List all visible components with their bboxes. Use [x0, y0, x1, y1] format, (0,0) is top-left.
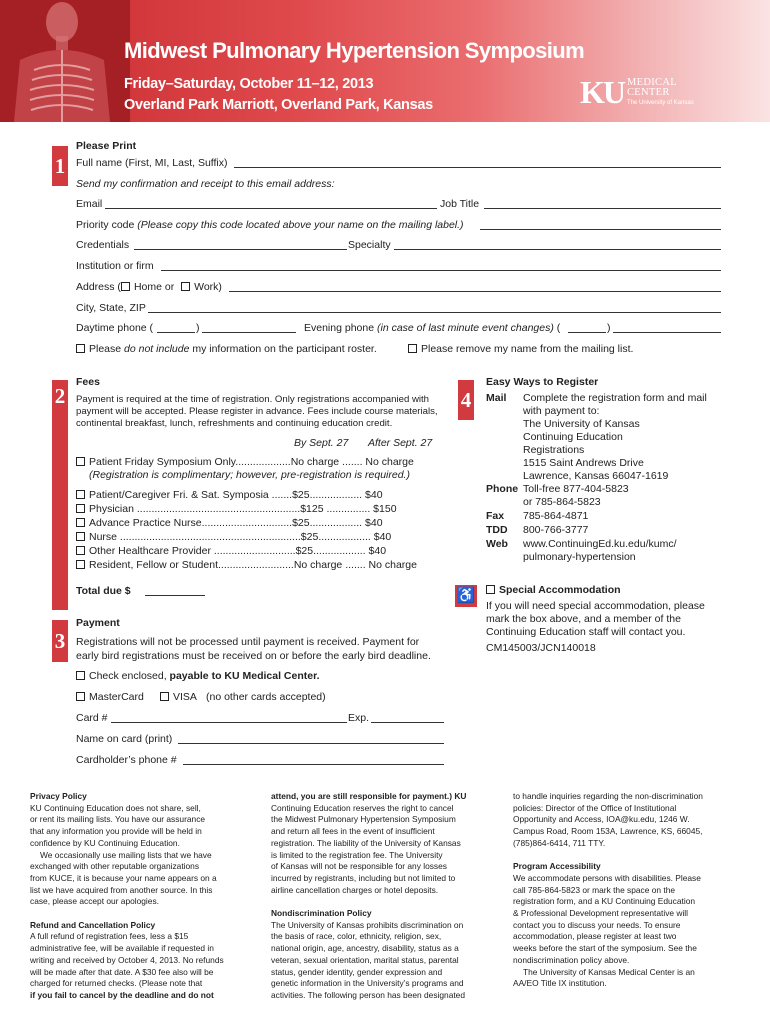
footer-line: will be made after that date. A $30 fee also will be — [30, 966, 214, 977]
footer-column-privacy — [30, 791, 260, 1002]
event-dates: Friday–Saturday, October 11–12, 2013 — [124, 76, 374, 92]
fees-desc-1: Payment is required at the time of registration. Only registrations accompanied with — [76, 394, 430, 405]
special-line: Continuing Education staff will contact you. — [486, 626, 686, 638]
city-state-zip-field[interactable] — [148, 312, 721, 313]
footer-line: is limited to the registration fee. The University — [271, 849, 443, 860]
address-field[interactable] — [229, 291, 721, 292]
daytime-phone-field[interactable] — [202, 332, 296, 333]
logo-tagline: The University of Kansas — [627, 100, 694, 106]
email-note: Send my confirmation and receipt to this email address: — [76, 178, 335, 190]
payment-heading: Payment — [76, 617, 120, 629]
cardholder-phone-label: Cardholder’s phone # — [76, 754, 177, 766]
evening-phone-label: Evening phone (in case of last minute event changes) ( — [304, 322, 561, 334]
mail-line: with payment to: — [523, 405, 600, 417]
roster-checkbox[interactable] — [76, 344, 85, 353]
footer-line: or rent its mailing lists. You have our assurance — [30, 814, 206, 825]
fee-option-resident[interactable]: Resident, Fellow or Student..........................No charge ....... No charge — [76, 559, 417, 572]
visa-option[interactable]: VISA — [160, 691, 197, 704]
web-link[interactable]: www.ContinuingEd.ku.edu/kumc/ — [523, 538, 677, 550]
card-number-label: Card # — [76, 712, 108, 724]
evening-paren: ) — [607, 322, 611, 334]
job-title-field[interactable] — [484, 208, 721, 209]
fullname-field[interactable] — [234, 167, 721, 168]
footer-line: the basis of race, color, ethnicity, religion, sex, — [271, 931, 442, 942]
special-accommodation-checkbox[interactable] — [486, 585, 495, 594]
job-title-label: Job Title — [440, 198, 480, 210]
footer-line: policies: Director of the Office of Institutional — [513, 802, 677, 813]
exp-label: Exp. — [348, 712, 370, 724]
credentials-label: Credentials — [76, 239, 130, 251]
evening-area-code-field[interactable] — [568, 332, 606, 333]
footer-line: if you fail to cancel by the deadline and do not — [30, 989, 214, 1000]
visa-checkbox[interactable] — [160, 692, 169, 701]
footer-line: the Midwest Pulmonary Hypertension Symposium — [271, 814, 456, 825]
web-link[interactable]: pulmonary-hypertension — [523, 551, 636, 563]
footer-line: of Kansas will not be responsible for any losses — [271, 861, 447, 872]
event-venue: Overland Park Marriott, Overland Park, Kansas — [124, 97, 433, 113]
fee-option-physician[interactable]: Physician ........................................................$125 ............... $150 — [76, 503, 397, 516]
name-on-card-field[interactable] — [178, 743, 444, 744]
fee-patient-note: (Registration is complimentary; however, pre-registration is required.) — [89, 469, 410, 481]
fee-option-nurse[interactable]: Nurse ..............................................................$25.................. $40 — [76, 531, 391, 544]
footer-column-accessibility — [513, 791, 745, 990]
footer-line — [30, 908, 260, 920]
institution-label: Institution or firm — [76, 260, 154, 272]
home-checkbox[interactable] — [121, 282, 130, 291]
footer-line: Continuing Education reserves the right to cancel — [271, 802, 454, 813]
section-number-1: 1 — [52, 146, 68, 186]
institution-field[interactable] — [161, 270, 721, 271]
course-code: CM145003/JCN140018 — [486, 642, 596, 654]
fax-label: Fax — [486, 510, 505, 522]
please-print-heading: Please Print — [76, 140, 137, 152]
wheelchair-icon: ♿ — [455, 585, 477, 607]
section-number-4: 4 — [458, 380, 474, 420]
footer-line: Campus Road, Room 153A, Lawrence, KS, 66045, — [513, 826, 703, 837]
footer-line: The University of Kansas prohibits discrimination on — [271, 919, 464, 930]
daytime-area-code-field[interactable] — [157, 332, 195, 333]
card-note: (no other cards accepted) — [206, 691, 326, 703]
footer-line: contact you to discuss your needs. To ensure — [513, 919, 681, 930]
city-state-zip-label: City, State, ZIP — [76, 302, 146, 314]
footer-line: Opportunity and Access, IOA@ku.edu, 1246 W. — [513, 814, 690, 825]
patient-checkbox[interactable] — [76, 457, 85, 466]
evening-phone-field[interactable] — [613, 332, 721, 333]
special-line: mark the box above, and a member of the — [486, 613, 681, 625]
footer-line: A full refund of registration fees, less a $15 — [30, 931, 189, 942]
work-checkbox[interactable] — [181, 282, 190, 291]
fees-desc-3: continental breakfast, lunch, refreshments and continuing education credit. — [76, 418, 393, 429]
name-on-card-label: Name on card (print) — [76, 733, 173, 745]
total-due-label: Total due $ — [76, 585, 131, 597]
footer-line: AA/EO Title IX institution. — [513, 978, 607, 989]
easy-ways-heading: Easy Ways to Register — [486, 376, 599, 388]
priority-code-field[interactable] — [480, 229, 721, 230]
footer-line: (785)864-6414, 711 TTY. — [513, 837, 606, 848]
footer-line: list we have acquired from another source. In this — [30, 884, 213, 895]
specialty-field[interactable] — [394, 249, 721, 250]
web-label: Web — [486, 538, 508, 550]
footer-line: accommodation, please register at least two — [513, 931, 677, 942]
footer-line: that any information you provide will be held in — [30, 826, 202, 837]
footer-line: activities. The following person has been designated — [271, 989, 465, 1000]
fees-heading: Fees — [76, 376, 100, 388]
footer-line: administrative fee, will be available if requested in — [30, 943, 214, 954]
footer-line — [513, 850, 745, 862]
logo-ku: KU — [580, 74, 624, 110]
roster-option[interactable]: Please do not include my information on the participant roster. — [76, 343, 377, 356]
fee-option-other[interactable]: Other Healthcare Provider ............................$25.................. $40 — [76, 545, 386, 558]
mail-label: Mail — [486, 392, 507, 404]
footer-line: national origin, age, ancestry, disability, status as a — [271, 943, 459, 954]
fee-option-caregiver[interactable]: Patient/Caregiver Fri. & Sat. Symposia .......$25.................. $40 — [76, 489, 383, 502]
footer-line: registration form, and a KU Continuing Education — [513, 896, 696, 907]
fullname-label: Full name (First, MI, Last, Suffix) — [76, 157, 228, 169]
email-label: Email — [76, 198, 103, 210]
footer-line: incurred by registrants, including but not limited to — [271, 872, 456, 883]
exp-field[interactable] — [371, 722, 444, 723]
tdd-label: TDD — [486, 524, 508, 536]
special-accommodation-option[interactable]: Special Accommodation — [486, 584, 621, 597]
section-number-2: 2 — [52, 380, 68, 610]
footer-line: Nondiscrimination Policy — [271, 908, 372, 919]
phone-line: Toll-free 877-404-5823 — [523, 483, 629, 495]
payment-desc-2: early bird registrations must be received on or before the early bird deadline. — [76, 650, 431, 662]
mail-line: 1515 Saint Andrews Drive — [523, 457, 644, 469]
fees-desc-2: payment will be accepted. Please register in advance. Fees include course materials, — [76, 406, 438, 417]
section-number-3: 3 — [52, 620, 68, 662]
footer-line: to handle inquiries regarding the non-discrimination — [513, 791, 703, 801]
symposium-title: Midwest Pulmonary Hypertension Symposium — [124, 38, 585, 63]
footer-line: confidence by KU Continuing Education. — [30, 837, 180, 848]
footer-line: exchanged with other reputable organizations — [30, 861, 200, 872]
special-line: If you will need special accommodation, please — [486, 600, 705, 612]
footer-line: weeks before the start of the symposium. See the — [513, 943, 697, 954]
mailing-list-checkbox[interactable] — [408, 344, 417, 353]
footer-line: nondiscrimination policy above. — [513, 954, 630, 965]
daytime-phone-label: Daytime phone ( — [76, 322, 154, 334]
footer-line: status, gender identity, gender expression and — [271, 966, 443, 977]
footer-column-policy — [271, 791, 503, 1002]
footer-line: genetic information in the University’s programs and — [271, 978, 464, 989]
mailing-list-option[interactable]: Please remove my name from the mailing list. — [408, 343, 633, 356]
footer-line: Program Accessibility — [513, 861, 601, 872]
specialty-label: Specialty — [348, 239, 391, 251]
mastercard-option[interactable]: MasterCard — [76, 691, 144, 704]
footer-line: and return all fees in the event of insufficient — [271, 826, 435, 837]
cardholder-phone-field[interactable] — [183, 764, 444, 765]
fee-column-late: After Sept. 27 — [368, 437, 433, 449]
footer-line — [271, 896, 503, 908]
footer-line: from KUCE, it is because your name appears on a — [30, 872, 217, 883]
mail-line: Continuing Education — [523, 431, 623, 443]
mail-line: The University of Kansas — [523, 418, 640, 430]
footer-line: We occasionally use mailing lists that we have — [40, 849, 212, 860]
check-checkbox[interactable] — [76, 671, 85, 680]
footer-line: We accommodate persons with disabilities. Please — [513, 872, 701, 883]
footer-line: case, please accept our apologies. — [30, 896, 159, 907]
footer-line: KU Continuing Education does not share, sell, — [30, 802, 201, 813]
footer-line: charged for returned checks. (Please note that — [30, 978, 203, 989]
footer-line: & Professional Development representative will — [513, 908, 689, 919]
xray-torso-image — [0, 0, 130, 122]
check-option[interactable]: Check enclosed, payable to KU Medical Center. — [76, 670, 320, 683]
fax-number: 785-864-4871 — [523, 510, 589, 522]
phone-label: Phone — [486, 483, 519, 495]
footer-line: writing and received by October 4, 2013. No refunds — [30, 954, 224, 965]
credentials-field[interactable] — [134, 249, 347, 250]
email-field[interactable] — [105, 208, 437, 209]
footer-line: registration. The liability of the University of Kansas — [271, 837, 461, 848]
mail-line: Complete the registration form and mail — [523, 392, 707, 404]
footer-line: The University of Kansas Medical Center is an — [523, 966, 695, 977]
footer-line: attend, you are still responsible for payment.) KU — [271, 791, 467, 801]
phone-line: or 785-864-5823 — [523, 496, 601, 508]
fee-patient-option[interactable]: Patient Friday Symposium Only...................No charge ....... No charge — [76, 456, 414, 469]
fee-option-apn[interactable]: Advance Practice Nurse...............................$25.................. $40 — [76, 517, 383, 530]
priority-code-label: Priority code (Please copy this code located above your name on the mailing label.) — [76, 219, 464, 231]
card-number-field[interactable] — [111, 722, 347, 723]
footer-line: veteran, sexual orientation, marital status, parental — [271, 954, 459, 965]
mail-line: Lawrence, Kansas 66047-1619 — [523, 470, 669, 482]
address-label: Address ( Home or Work) — [76, 281, 222, 293]
total-due-field[interactable] — [145, 595, 205, 596]
footer-line: Privacy Policy — [30, 791, 87, 801]
mail-line: Registrations — [523, 444, 585, 456]
footer-line: call 785-864-5823 or mark the space on the — [513, 884, 676, 895]
header-banner — [0, 0, 770, 122]
logo-medical-center: MEDICAL CENTER — [627, 77, 677, 98]
mastercard-checkbox[interactable] — [76, 692, 85, 701]
payment-desc-1: Registrations will not be processed until payment is received. Payment for — [76, 636, 420, 648]
footer-line: Refund and Cancellation Policy — [30, 919, 156, 930]
tdd-number: 800-766-3777 — [523, 524, 589, 536]
ku-medical-center-logo — [580, 74, 694, 110]
daytime-paren: ) — [196, 322, 200, 334]
footer-line: airline cancellation charges or hotel deposits. — [271, 884, 439, 895]
fee-column-early: By Sept. 27 — [294, 437, 349, 449]
